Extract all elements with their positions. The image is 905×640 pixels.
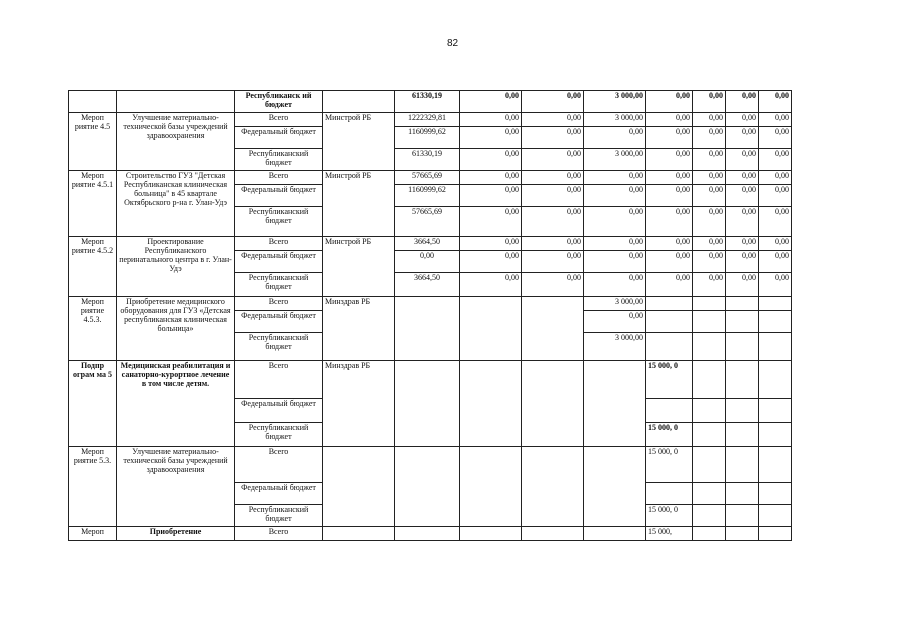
cell-value xyxy=(726,483,759,505)
cell-value: 0,00 xyxy=(646,185,693,207)
table-row xyxy=(69,91,792,113)
cell-source: Всего xyxy=(235,527,323,541)
cell-value: 1160999,62 xyxy=(395,127,460,149)
cell-value: 0,00 xyxy=(584,273,646,297)
cell-value: 0,00 xyxy=(759,251,792,273)
cell-value xyxy=(726,505,759,527)
cell-value: 0,00 xyxy=(693,207,726,237)
cell-executor xyxy=(323,447,395,527)
cell-value: 0,00 xyxy=(759,113,792,127)
cell-value: 0,00 xyxy=(584,127,646,149)
cell-value: 0,00 xyxy=(395,251,460,273)
cell-value xyxy=(584,361,646,447)
cell-source: Республиканский бюджет xyxy=(235,149,323,171)
cell-value xyxy=(460,361,522,447)
cell-value xyxy=(522,297,584,361)
cell-value xyxy=(395,297,460,361)
cell-value: 0,00 xyxy=(522,149,584,171)
cell-value: 3664,50 xyxy=(395,273,460,297)
cell-value xyxy=(759,333,792,361)
cell-value: 0,00 xyxy=(460,127,522,149)
cell-value xyxy=(693,361,726,399)
cell-value: 0,00 xyxy=(522,237,584,251)
cell-value: 0,00 xyxy=(646,113,693,127)
table-row xyxy=(69,237,792,251)
cell-value: 0,00 xyxy=(726,207,759,237)
cell-value xyxy=(646,399,693,423)
cell-name: Медицинская реабилитация и санаторно-курортное лечение в том числе детям. xyxy=(117,361,235,447)
cell-code: Мероп риятие 4.5.1 xyxy=(69,171,117,237)
cell-value: 15 000, 0 xyxy=(646,361,693,399)
cell-value xyxy=(726,297,759,311)
cell-value xyxy=(759,483,792,505)
cell-value: 0,00 xyxy=(460,237,522,251)
cell-value xyxy=(395,527,460,541)
cell-name: Приобретение медицинского оборудования для ГУЗ «Детская республиканская клиническая больница» xyxy=(117,297,235,361)
cell-value xyxy=(522,527,584,541)
cell-value: 1222329,81 xyxy=(395,113,460,127)
cell-value xyxy=(726,527,759,541)
cell-value xyxy=(395,361,460,447)
cell-source: Федеральный бюджет xyxy=(235,399,323,423)
cell-name xyxy=(117,91,235,113)
cell-name: Улучшение материально-технической базы учреждений здравоохранения xyxy=(117,447,235,527)
cell-value: 61330,19 xyxy=(395,91,460,113)
cell-value: 0,00 xyxy=(693,149,726,171)
cell-value: 0,00 xyxy=(522,171,584,185)
cell-value: 3 000,00 xyxy=(584,113,646,127)
cell-value: 1160999,62 xyxy=(395,185,460,207)
cell-value: 0,00 xyxy=(759,237,792,251)
cell-value: 3 000,00 xyxy=(584,149,646,171)
cell-value xyxy=(646,311,693,333)
cell-value: 0,00 xyxy=(646,127,693,149)
cell-value xyxy=(395,447,460,527)
cell-value: 0,00 xyxy=(522,91,584,113)
cell-source: Федеральный бюджет xyxy=(235,185,323,207)
cell-value: 61330,19 xyxy=(395,149,460,171)
cell-code: Подпр ограм ма 5 xyxy=(69,361,117,447)
cell-value: 0,00 xyxy=(759,91,792,113)
cell-value: 0,00 xyxy=(726,91,759,113)
cell-value: 15 000, 0 xyxy=(646,447,693,483)
cell-source: Республиканск ий бюджет xyxy=(235,91,323,113)
cell-value: 15 000, xyxy=(646,527,693,541)
cell-name: Строительство ГУЗ "Детская Республиканская клиническая больница" в 45 квартале Октябрьского р-на г. Улан-Удэ xyxy=(117,171,235,237)
cell-value: 0,00 xyxy=(726,237,759,251)
cell-executor: Минздрав РБ xyxy=(323,297,395,361)
cell-source: Всего xyxy=(235,113,323,127)
cell-value: 3 000,00 xyxy=(584,297,646,311)
table-row xyxy=(69,297,792,311)
cell-value: 0,00 xyxy=(726,113,759,127)
cell-value: 0,00 xyxy=(460,113,522,127)
cell-value: 0,00 xyxy=(584,171,646,185)
cell-value xyxy=(726,333,759,361)
cell-name: Проектирование Республиканского перинатального центра в г. Улан-Удэ xyxy=(117,237,235,297)
table-row xyxy=(69,447,792,483)
cell-code: Мероп xyxy=(69,527,117,541)
cell-value: 0,00 xyxy=(460,185,522,207)
cell-value: 3 000,00 xyxy=(584,333,646,361)
cell-value: 57665,69 xyxy=(395,171,460,185)
cell-value xyxy=(646,297,693,311)
cell-value: 0,00 xyxy=(646,251,693,273)
cell-value: 0,00 xyxy=(693,127,726,149)
cell-value: 0,00 xyxy=(759,185,792,207)
cell-value xyxy=(759,423,792,447)
budget-table xyxy=(68,90,792,541)
cell-source: Республиканский бюджет xyxy=(235,423,323,447)
cell-executor: Минстрой РБ xyxy=(323,171,395,237)
cell-executor xyxy=(323,91,395,113)
cell-value: 0,00 xyxy=(584,251,646,273)
cell-value: 0,00 xyxy=(646,273,693,297)
cell-value: 3 000,00 xyxy=(584,91,646,113)
cell-value: 57665,69 xyxy=(395,207,460,237)
table-row xyxy=(69,113,792,127)
cell-value: 0,00 xyxy=(646,91,693,113)
cell-value xyxy=(759,447,792,483)
cell-value: 0,00 xyxy=(693,185,726,207)
cell-value: 0,00 xyxy=(726,127,759,149)
cell-value xyxy=(726,447,759,483)
cell-value: 0,00 xyxy=(759,127,792,149)
cell-value: 0,00 xyxy=(522,273,584,297)
cell-value xyxy=(693,483,726,505)
cell-source: Всего xyxy=(235,297,323,311)
cell-value xyxy=(522,361,584,447)
cell-source: Республиканский бюджет xyxy=(235,273,323,297)
cell-name: Приобретение xyxy=(117,527,235,541)
cell-value: 0,00 xyxy=(646,207,693,237)
cell-value xyxy=(646,333,693,361)
cell-value xyxy=(726,361,759,399)
cell-value: 0,00 xyxy=(460,273,522,297)
table-row xyxy=(69,527,792,541)
cell-value: 0,00 xyxy=(460,251,522,273)
cell-value: 0,00 xyxy=(693,91,726,113)
cell-source: Федеральный бюджет xyxy=(235,311,323,333)
cell-value xyxy=(460,297,522,361)
table-row xyxy=(69,171,792,185)
cell-value: 0,00 xyxy=(646,149,693,171)
cell-value: 0,00 xyxy=(460,171,522,185)
cell-value: 0,00 xyxy=(726,171,759,185)
cell-source: Всего xyxy=(235,447,323,483)
cell-value xyxy=(693,423,726,447)
cell-value xyxy=(726,423,759,447)
cell-value xyxy=(759,527,792,541)
table-row xyxy=(69,361,792,399)
cell-value xyxy=(693,333,726,361)
cell-value xyxy=(584,527,646,541)
cell-value xyxy=(759,399,792,423)
cell-value: 0,00 xyxy=(693,171,726,185)
cell-value: 15 000, 0 xyxy=(646,505,693,527)
cell-value: 0,00 xyxy=(759,171,792,185)
cell-value: 0,00 xyxy=(646,237,693,251)
cell-value xyxy=(584,447,646,527)
cell-value: 0,00 xyxy=(460,91,522,113)
cell-value xyxy=(693,399,726,423)
cell-value: 0,00 xyxy=(693,113,726,127)
cell-source: Республиканский бюджет xyxy=(235,207,323,237)
cell-source: Всего xyxy=(235,171,323,185)
cell-value: 0,00 xyxy=(460,207,522,237)
cell-value: 0,00 xyxy=(522,251,584,273)
cell-value xyxy=(759,297,792,311)
cell-code: Мероп риятие 5.3. xyxy=(69,447,117,527)
cell-code: Мероп риятие 4.5 xyxy=(69,113,117,171)
cell-value xyxy=(759,311,792,333)
cell-value xyxy=(693,311,726,333)
cell-value xyxy=(693,505,726,527)
cell-executor: Минстрой РБ xyxy=(323,237,395,297)
cell-value: 0,00 xyxy=(759,207,792,237)
cell-name: Улучшение материально-технической базы учреждений здравоохранения xyxy=(117,113,235,171)
cell-source: Республиканский бюджет xyxy=(235,505,323,527)
cell-source: Федеральный бюджет xyxy=(235,483,323,505)
cell-value: 0,00 xyxy=(693,237,726,251)
cell-value xyxy=(726,399,759,423)
page-number: 82 xyxy=(446,38,459,49)
cell-source: Федеральный бюджет xyxy=(235,251,323,273)
cell-value xyxy=(460,447,522,527)
cell-value: 0,00 xyxy=(646,171,693,185)
cell-value: 15 000, 0 xyxy=(646,423,693,447)
cell-value: 0,00 xyxy=(522,185,584,207)
cell-value xyxy=(460,527,522,541)
cell-value: 0,00 xyxy=(726,273,759,297)
cell-value xyxy=(693,527,726,541)
cell-code: Мероп риятие 4.5.2 xyxy=(69,237,117,297)
cell-value: 0,00 xyxy=(522,127,584,149)
cell-value: 0,00 xyxy=(693,251,726,273)
cell-value: 0,00 xyxy=(584,311,646,333)
cell-value: 0,00 xyxy=(584,185,646,207)
cell-code xyxy=(69,91,117,113)
cell-source: Республиканский бюджет xyxy=(235,333,323,361)
cell-executor xyxy=(323,527,395,541)
cell-source: Всего xyxy=(235,237,323,251)
cell-value: 0,00 xyxy=(726,149,759,171)
cell-value: 0,00 xyxy=(759,149,792,171)
cell-executor: Минстрой РБ xyxy=(323,113,395,171)
cell-value xyxy=(759,505,792,527)
cell-value: 0,00 xyxy=(693,273,726,297)
cell-value: 0,00 xyxy=(759,273,792,297)
cell-source: Всего xyxy=(235,361,323,399)
cell-value: 0,00 xyxy=(460,149,522,171)
cell-value xyxy=(522,447,584,527)
cell-value: 0,00 xyxy=(522,113,584,127)
cell-source: Федеральный бюджет xyxy=(235,127,323,149)
cell-value: 0,00 xyxy=(584,207,646,237)
cell-value xyxy=(693,447,726,483)
cell-value xyxy=(693,297,726,311)
cell-value: 0,00 xyxy=(726,185,759,207)
cell-value: 0,00 xyxy=(584,237,646,251)
cell-value xyxy=(646,483,693,505)
cell-value xyxy=(759,361,792,399)
cell-value: 0,00 xyxy=(522,207,584,237)
cell-value: 0,00 xyxy=(726,251,759,273)
cell-executor: Минздрав РБ xyxy=(323,361,395,447)
cell-code: Мероп риятие 4.5.3. xyxy=(69,297,117,361)
cell-value: 3664,50 xyxy=(395,237,460,251)
cell-value xyxy=(726,311,759,333)
